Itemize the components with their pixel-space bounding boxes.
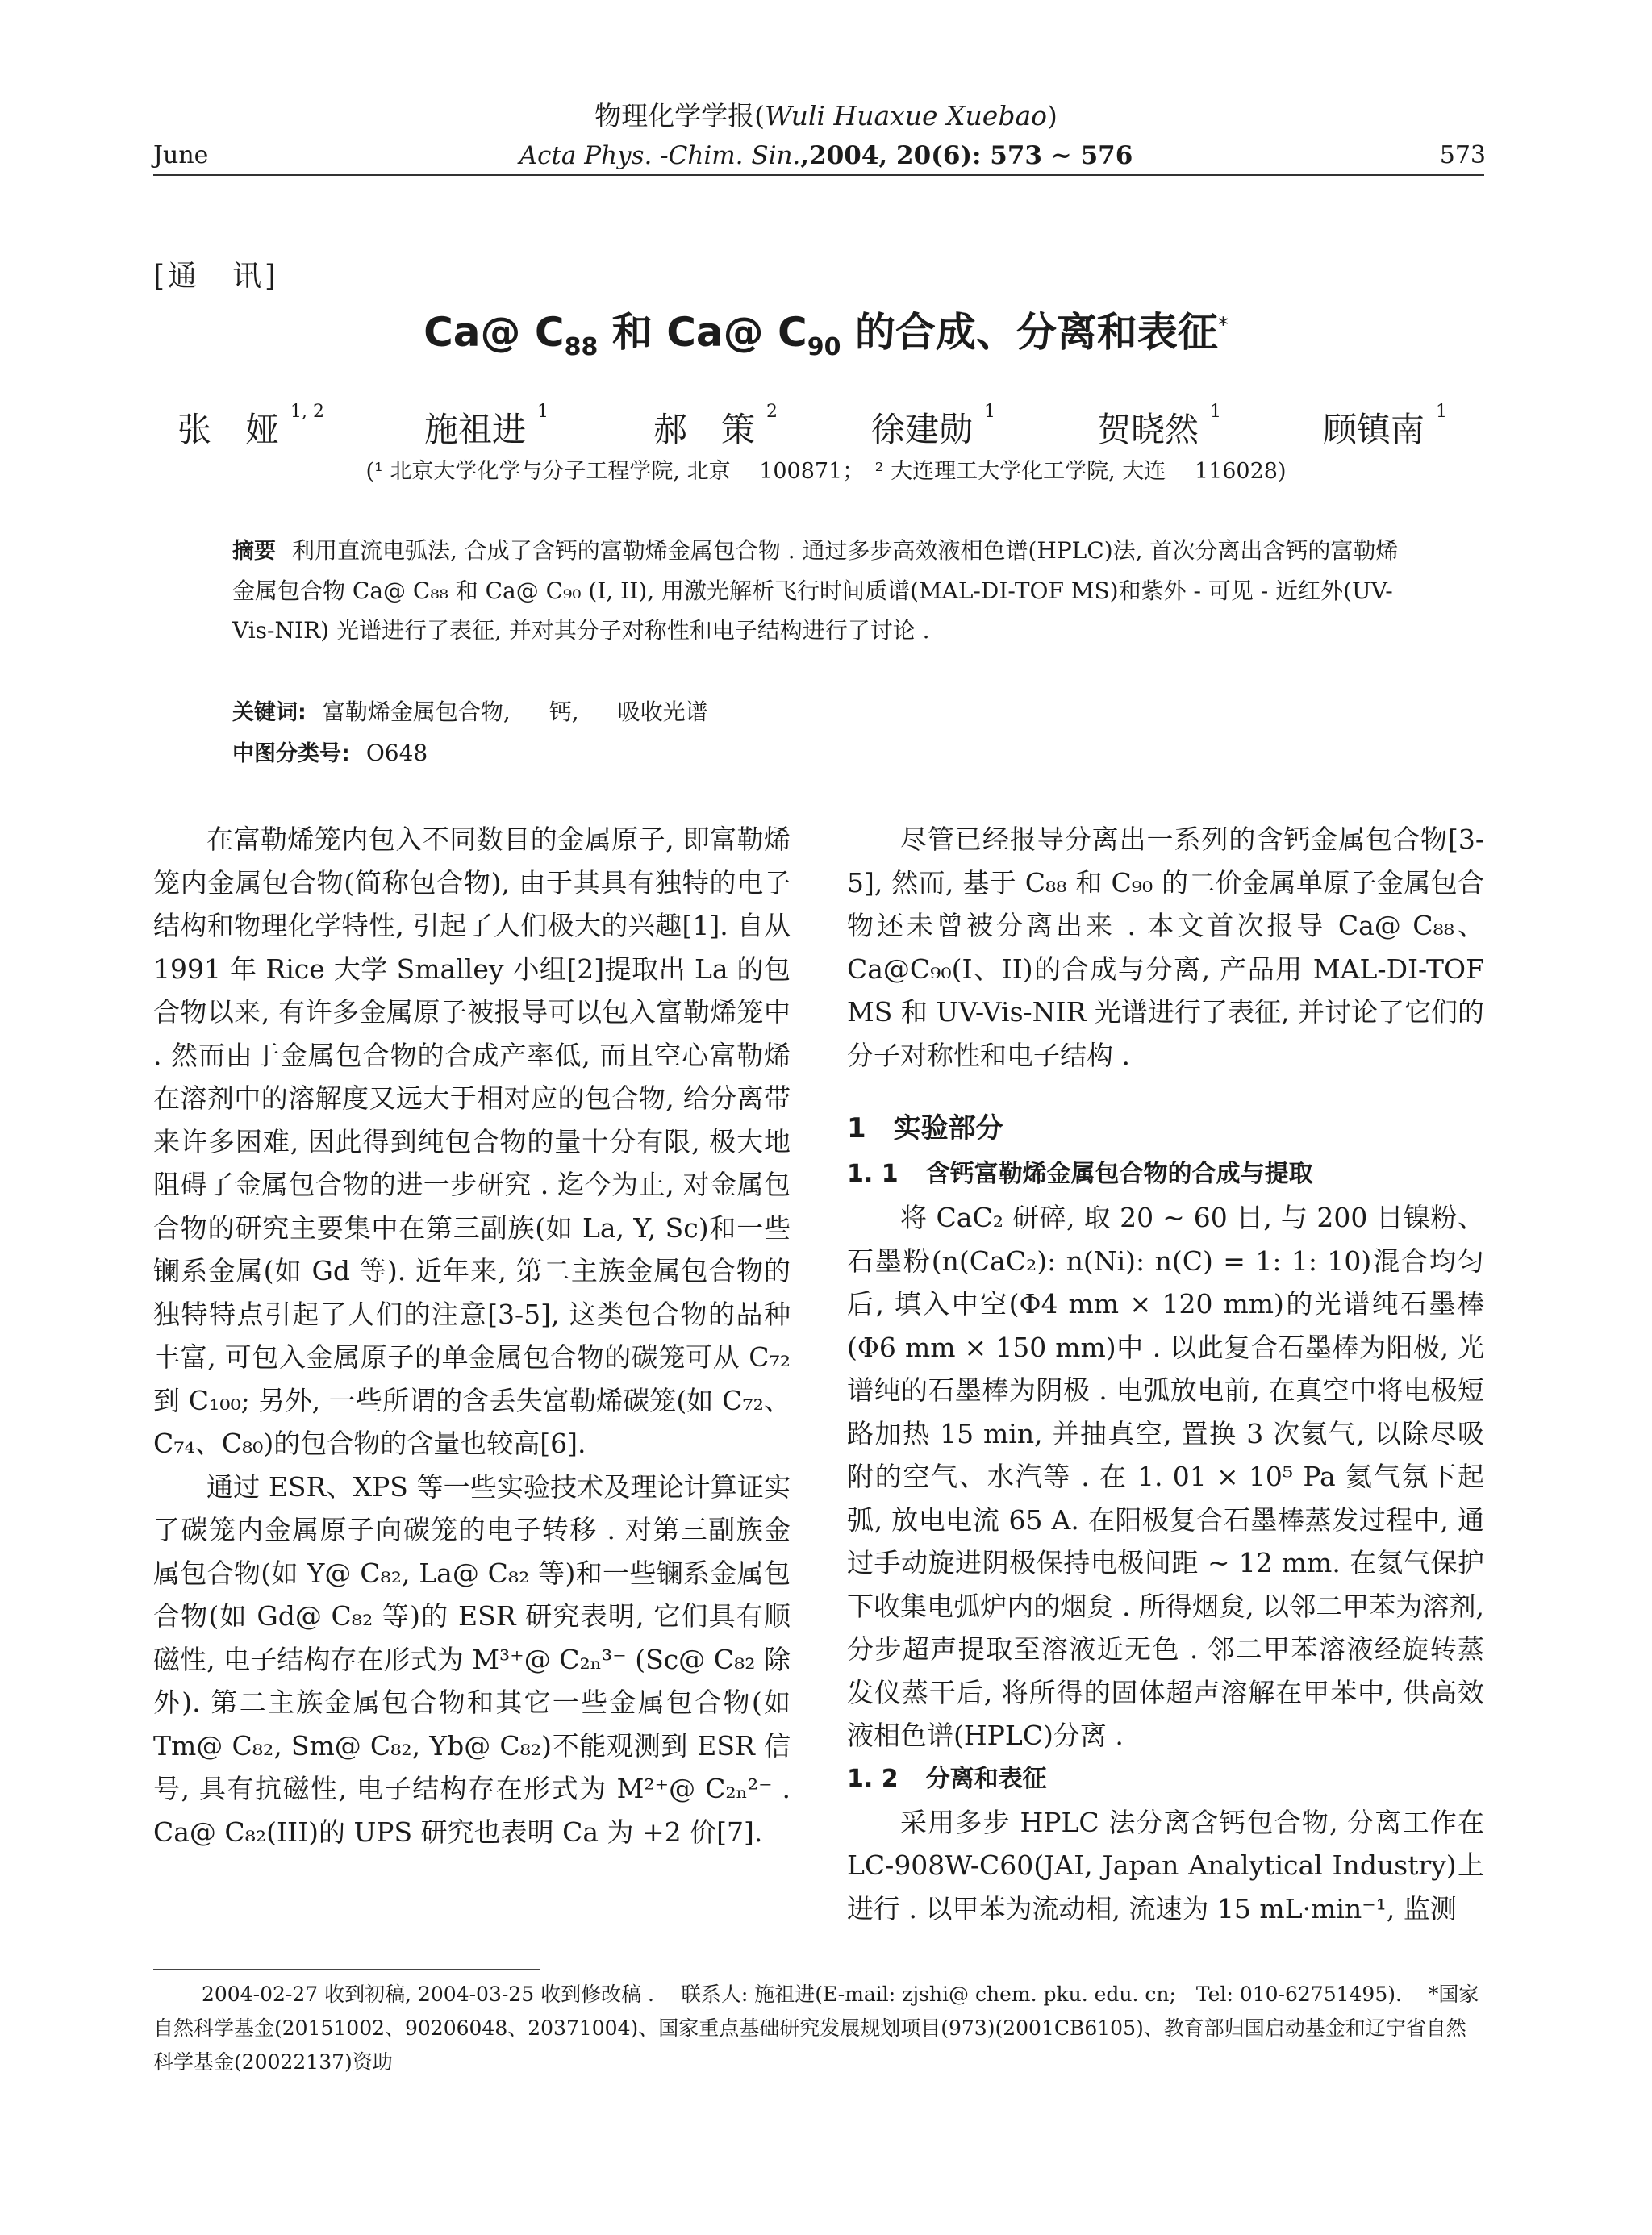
footnote-rule — [153, 1969, 540, 1970]
page-number: 573 — [1439, 141, 1486, 169]
header-rule — [153, 174, 1484, 176]
footnote: 2004-02-27 收到初稿, 2004-03-25 收到修改稿 . 联系人: 施祖进(E-mail: zjshi@ chem. pku. edu. cn; Tel: 010-62751495). *国家自然科学基金(20151002、90206048、20371004)、国家重点基础研究发展规划项目(973)(2001CB6105)、教育部归国启动基金和辽宁省自然科学基金(20022137)资助 — [153, 1983, 1479, 2074]
right-column — [847, 818, 1484, 1930]
section-label: [通 讯] — [153, 260, 280, 293]
subsection-heading: 1. 2 分离和表征 — [847, 1764, 1047, 1793]
article-title: Ca@ $C_{88}$ 和 Ca@ $C_{90}$ 的合成、分离和表征* — [423, 309, 1229, 361]
author-list — [177, 403, 1484, 452]
issue-month: June — [153, 141, 209, 169]
abstract — [232, 531, 1420, 650]
paragraph: 采用多步 HPLC 法分离含钙包合物, 分离工作在 LC-908W-C60(JAI, Japan Analytical Industry)上进行 . 以甲苯为流动相, 流速为 15 mL·min⁻¹, 监测 — [847, 1806, 1484, 1924]
left-column — [153, 818, 791, 1853]
abstract-label: 摘要 — [232, 539, 276, 564]
author: 郝 策 $^2$ — [653, 402, 778, 449]
journal-name: 物理化学学报(Wuli Huaxue Xuebao) — [594, 100, 1058, 131]
section-heading: 1 实验部分 — [847, 1112, 1003, 1145]
keywords-block — [232, 692, 747, 774]
paragraph: 尽管已经报导分离出一系列的含钙金属包合物[3-5], 然而, 基于 C₈₈ 和 C₉₀ 的二价金属单原子金属包合物还未曾被分离出来 . 本文首次报导 Ca@ C₈₈、Ca@C₉₀(I、II)的合成与分离, 产品用 MAL-DI-TOF MS 和 UV-Vis-NIR 光谱进行了表征, 并讨论了它们的分子对称性和电子结构 . — [847, 824, 1484, 1071]
abstract-text: 利用直流电弧法, 合成了含钙的富勒烯金属包合物 . 通过多步高效液相色谱(HPLC)法, 首次分离出含钙的富勒烯金属包合物 Ca@ C₈₈ 和 Ca@ C₉₀ (I, II), 用激光解析飞行时间质谱(MAL-DI-TOF MS)和紫外 - 可见 - 近红外(UV-Vis-NIR) 光谱进行了表征, 并对其分子对称性和电子结构进行了讨论 . — [232, 537, 1399, 644]
paragraph: 通过 ESR、XPS 等一些实验技术及理论计算证实了碳笼内金属原子向碳笼的电子转移 . 对第三副族金属包合物(如 Y@ C₈₂, La@ C₈₂ 等)和一些镧系金属包合物(如 Gd@ C₈₂ 等)的 ESR 研究表明, 它们具有顺磁性, 电子结构存在形式为 M³⁺@ C₂ₙ³⁻ (Sc@ C₈₂ 除外). 第二主族金属包合物和其它一些金属包合物(如 Tm@ C₈₂, Sm@ C₈₂, Yb@ C₈₂)不能观测到 ESR 信号, 具有抗磁性, 电子结构存在形式为 M²⁺@ C₂ₙ²⁻ . Ca@ C₈₂(III)的 UPS 研究也表明 Ca 为 +2 价[7]. — [153, 1470, 791, 1848]
subsection-heading: 1. 1 含钙富勒烯金属包合物的合成与提取 — [847, 1160, 1313, 1188]
author: 施祖进 $^1$ — [424, 402, 549, 449]
classification: 中图分类号: O648 — [232, 740, 428, 766]
author: 顾镇南 $^1$ — [1323, 402, 1448, 449]
keywords: 关键词: 富勒烯金属包合物, 钙, 吸收光谱 — [232, 698, 708, 725]
journal-citation: Acta Phys. -Chim. Sin.,2004, 20(6): 573 ~ 576 — [519, 141, 1133, 170]
author: 徐建勋 $^1$ — [871, 402, 996, 449]
paragraph: 在富勒烯笼内包入不同数目的金属原子, 即富勒烯笼内金属包合物(简称包合物), 由于其具有独特的电子结构和物理化学特性, 引起了人们极大的兴趣[1]. 自从 1991 年 Rice 大学 Smalley 小组[2]提取出 La 的包合物以来, 有许多金属原子被报导可以包入富勒烯笼中 . 然而由于金属包合物的合成产率低, 而且空心富勒烯在溶剂中的溶解度又远大于相对应的包合物, 给分离带来许多困难, 因此得到纯包合物的量十分有限, 极大地阻碍了金属包合物的进一步研究 . 迄今为止, 对金属包合物的研究主要集中在第三副族(如 La, Y, Sc)和一些镧系金属(如 Gd 等). 近年来, 第二主族金属包合物的独特特点引起了人们的注意[3-5], 这类包合物的品种丰富, 可包入金属原子的单金属包合物的碳笼可从 C₇₂ 到 C₁₀₀; 另外, 一些所谓的含丢失富勒烯碳笼(如 C₇₂、C₇₄、C₈₀)的包合物的含量也较高[6]. — [153, 824, 791, 1459]
affiliations: (¹ 北京大学化学与分子工程学院, 北京 100871； ² 大连理工大学化工学院, 大连 116028) — [365, 459, 1287, 484]
paragraph: 将 CaC₂ 研碎, 取 20 ~ 60 目, 与 200 目镍粉、石墨粉(n(CaC₂): n(Ni): n(C) = 1: 1: 10)混合均匀后, 填入中空(Φ4 mm × 120 mm)的光谱纯石墨棒(Φ6 mm × 150 mm)中 . 以此复合石墨棒为阳极, 光谱纯的石墨棒为阴极 . 电弧放电前, 在真空中将电极短路加热 15 min, 并抽真空, 置换 3 次氦气, 以除尽吸附的空气、水汽等 . 在 1. 01 × 10⁵ Pa 氦气氛下起弧, 放电电流 65 A. 在阳极复合石墨棒蒸发过程中, 通过手动旋进阴极保持电极间距 ~ 12 mm. 在氦气保护下收集电弧炉内的烟炱 . 所得烟炱, 以邻二甲苯为溶剂, 分步超声提取至溶液近无色 . 邻二甲苯溶液经旋转蒸发仪蒸干后, 将所得的固体超声溶解在甲苯中, 供高效液相色谱(HPLC)分离 . — [847, 1202, 1484, 1751]
author: 贺晓然 $^1$ — [1097, 402, 1222, 449]
author: 张 娅 $^{1, 2}$ — [177, 402, 324, 449]
